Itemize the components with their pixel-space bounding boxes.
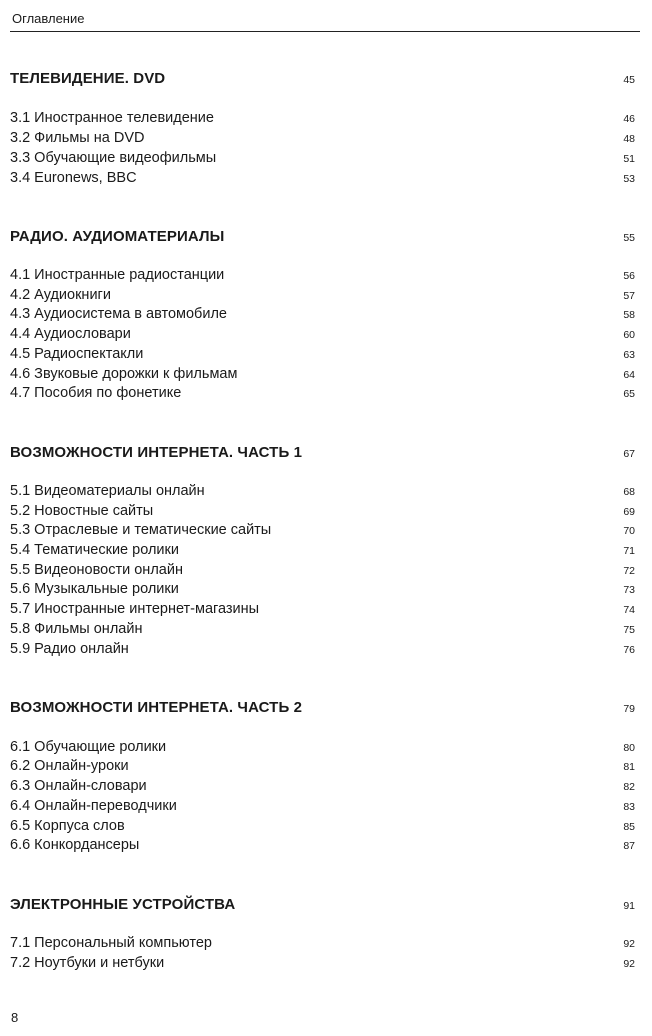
toc-chapter[interactable] xyxy=(10,444,635,461)
chapter-title: ВОЗМОЖНОСТИ ИНТЕРНЕТА. ЧАСТЬ 2 xyxy=(10,699,303,716)
toc-entry[interactable] xyxy=(10,346,635,362)
toc-entry[interactable] xyxy=(10,562,635,578)
toc-entry[interactable] xyxy=(10,581,635,597)
toc-entry[interactable] xyxy=(10,287,635,303)
page-number: 70 xyxy=(623,525,635,537)
entry-title: 6.1 Обучающие ролики xyxy=(10,739,167,755)
entry-title: 4.4 Аудиословари xyxy=(10,326,131,342)
toc-entry[interactable] xyxy=(10,150,635,166)
page-number: 75 xyxy=(623,624,635,636)
entry-title: 5.4 Тематические ролики xyxy=(10,542,179,558)
toc-entry[interactable] xyxy=(10,267,635,283)
toc-entry[interactable] xyxy=(10,621,635,637)
page-number: 63 xyxy=(623,349,635,361)
toc-chapter[interactable] xyxy=(10,228,635,245)
entry-title: 6.4 Онлайн-переводчики xyxy=(10,798,177,814)
page-number: 80 xyxy=(623,742,635,754)
page-number: 85 xyxy=(623,821,635,833)
page-number: 73 xyxy=(623,584,635,596)
entry-title: 3.4 Euronews, BBC xyxy=(10,170,137,186)
toc-entry[interactable] xyxy=(10,306,635,322)
page-number: 58 xyxy=(623,309,635,321)
entry-title: 5.5 Видеоновости онлайн xyxy=(10,562,183,578)
toc-entry[interactable] xyxy=(10,483,635,499)
page-number: 53 xyxy=(623,173,635,185)
toc-entry[interactable] xyxy=(10,366,635,382)
page-number: 91 xyxy=(623,900,635,912)
toc-entry[interactable] xyxy=(10,837,635,853)
entry-title: 6.6 Конкордансеры xyxy=(10,837,140,853)
toc-entry[interactable] xyxy=(10,130,635,146)
page-number: 71 xyxy=(623,545,635,557)
page-number: 69 xyxy=(623,506,635,518)
entry-title: 5.7 Иностранные интернет-магазины xyxy=(10,601,260,617)
entry-title: 5.2 Новостные сайты xyxy=(10,503,154,519)
entry-title: 3.3 Обучающие видеофильмы xyxy=(10,150,217,166)
entry-title: 4.2 Аудиокниги xyxy=(10,287,111,303)
page-number: 79 xyxy=(623,703,635,715)
chapter-title: ЭЛЕКТРОННЫЕ УСТРОЙСТВА xyxy=(10,896,236,913)
page-number: 46 xyxy=(623,113,635,125)
page-number: 64 xyxy=(623,369,635,381)
entry-title: 4.6 Звуковые дорожки к фильмам xyxy=(10,366,238,382)
toc-entry[interactable] xyxy=(10,110,635,126)
toc-entry[interactable] xyxy=(10,778,635,794)
page-number: 51 xyxy=(623,153,635,165)
page-number: 87 xyxy=(623,840,635,852)
page-number: 60 xyxy=(623,329,635,341)
page-number: 48 xyxy=(623,133,635,145)
entry-title: 3.2 Фильмы на DVD xyxy=(10,130,145,146)
toc-entry[interactable] xyxy=(10,542,635,558)
toc-entry[interactable] xyxy=(10,758,635,774)
page-number: 72 xyxy=(623,565,635,577)
toc-entry[interactable] xyxy=(10,326,635,342)
entry-title: 4.7 Пособия по фонетике xyxy=(10,385,182,401)
entry-title: 5.9 Радио онлайн xyxy=(10,641,129,657)
chapter-title: РАДИО. АУДИОМАТЕРИАЛЫ xyxy=(10,228,225,245)
toc-entry[interactable] xyxy=(10,170,635,186)
page-number: 57 xyxy=(623,290,635,302)
entry-title: 6.3 Онлайн-словари xyxy=(10,778,147,794)
page-number: 76 xyxy=(623,644,635,656)
page-folio: 8 xyxy=(11,1010,19,1025)
entry-title: 7.1 Персональный компьютер xyxy=(10,935,212,951)
toc-chapter[interactable] xyxy=(10,70,635,87)
entry-title: 6.5 Корпуса слов xyxy=(10,818,125,834)
page-number: 65 xyxy=(623,388,635,400)
page-number: 81 xyxy=(623,761,635,773)
entry-title: 5.3 Отраслевые и тематические сайты xyxy=(10,522,272,538)
toc-chapter[interactable] xyxy=(10,896,635,913)
page-number: 83 xyxy=(623,801,635,813)
toc-entry[interactable] xyxy=(10,935,635,951)
entry-title: 3.1 Иностранное телевидение xyxy=(10,110,214,126)
toc-entry[interactable] xyxy=(10,601,635,617)
page-number: 82 xyxy=(623,781,635,793)
page-number: 45 xyxy=(623,74,635,86)
page-number: 55 xyxy=(623,232,635,244)
page-number: 74 xyxy=(623,604,635,616)
page-number: 92 xyxy=(623,938,635,950)
toc-entry[interactable] xyxy=(10,385,635,401)
toc-entry[interactable] xyxy=(10,641,635,657)
toc-entry[interactable] xyxy=(10,522,635,538)
entry-title: 6.2 Онлайн-уроки xyxy=(10,758,129,774)
page-number: 92 xyxy=(623,958,635,970)
entry-title: 7.2 Ноутбуки и нетбуки xyxy=(10,955,165,971)
entry-title: 4.5 Радиоспектакли xyxy=(10,346,144,362)
toc-entry[interactable] xyxy=(10,503,635,519)
toc-entry[interactable] xyxy=(10,955,635,971)
entry-title: 4.3 Аудиосистема в автомобиле xyxy=(10,306,227,322)
toc-entry[interactable] xyxy=(10,798,635,814)
chapter-title: ТЕЛЕВИДЕНИЕ. DVD xyxy=(10,70,166,87)
chapter-title: ВОЗМОЖНОСТИ ИНТЕРНЕТА. ЧАСТЬ 1 xyxy=(10,444,303,461)
toc-chapter[interactable] xyxy=(10,699,635,716)
toc-entry[interactable] xyxy=(10,739,635,755)
page-number: 56 xyxy=(623,270,635,282)
page-number: 68 xyxy=(623,486,635,498)
toc-entry[interactable] xyxy=(10,818,635,834)
page-number: 67 xyxy=(623,448,635,460)
running-head: Оглавление xyxy=(12,11,85,26)
entry-title: 4.1 Иностранные радиостанции xyxy=(10,267,225,283)
entry-title: 5.6 Музыкальные ролики xyxy=(10,581,179,597)
header-rule xyxy=(10,31,640,32)
entry-title: 5.8 Фильмы онлайн xyxy=(10,621,143,637)
entry-title: 5.1 Видеоматериалы онлайн xyxy=(10,483,205,499)
